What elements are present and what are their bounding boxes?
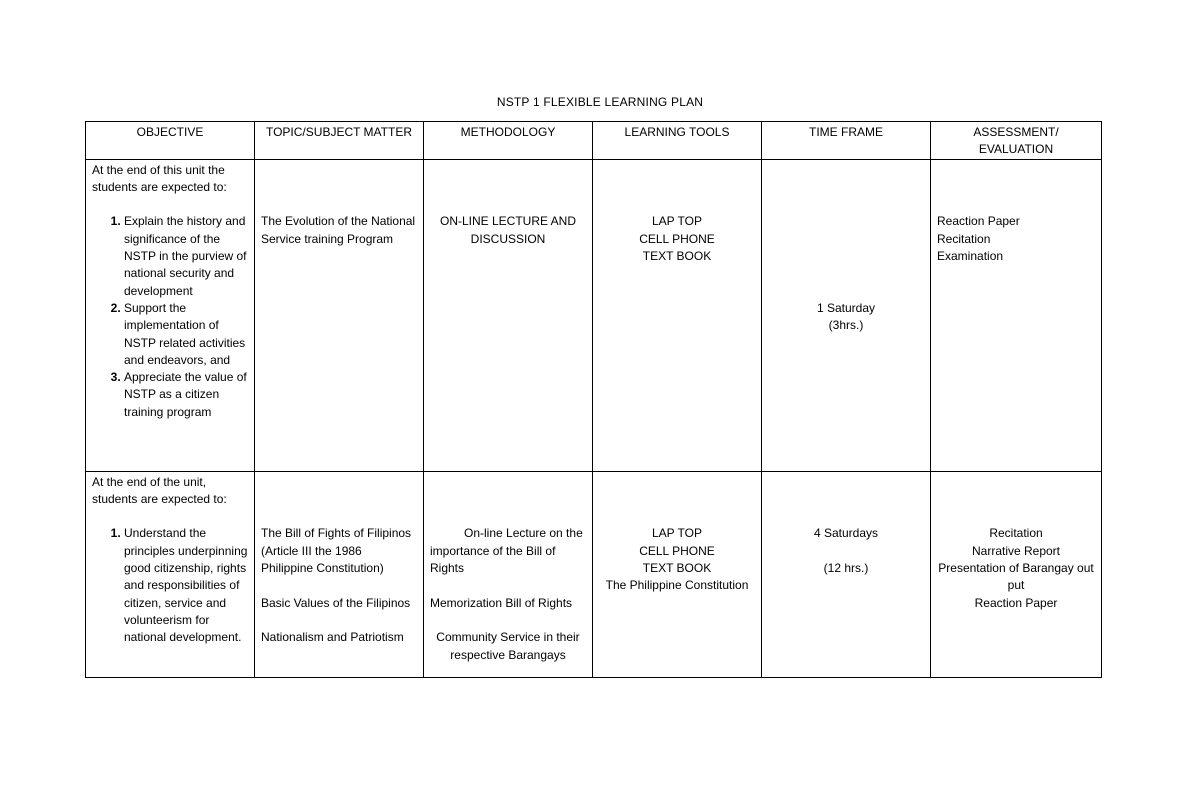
tool-item: LAP TOP xyxy=(651,214,703,229)
time-frame-hours: (3hrs.) xyxy=(828,317,864,332)
methodology-text: Community Service in their respective Barangays xyxy=(436,630,580,662)
assessment-item: Recitation xyxy=(989,526,1043,541)
methodology-cell xyxy=(424,159,593,471)
methodology-text: ON-LINE LECTURE AND DISCUSSION xyxy=(439,214,577,246)
assessment-item: Recitation xyxy=(937,231,991,246)
objective-list xyxy=(92,525,248,646)
header-assessment-line1: ASSESSMENT/ xyxy=(973,125,1059,139)
header-topic: TOPIC/SUBJECT MATTER xyxy=(255,122,424,160)
tool-item: The Philippine Constitution xyxy=(605,578,749,593)
assessment-cell xyxy=(931,471,1102,677)
methodology-text: On-line Lecture on the importance of the Bill of Rights xyxy=(430,526,583,576)
time-frame-cell xyxy=(762,159,931,471)
list-item: 3. Appreciate the value of NSTP as a citizen training program xyxy=(124,369,248,421)
header-learning-tools: LEARNING TOOLS xyxy=(593,122,762,160)
time-frame-hours: (12 hrs.) xyxy=(823,561,869,576)
topic-cell xyxy=(255,159,424,471)
assessment-item: Narrative Report xyxy=(971,543,1061,558)
methodology-cell xyxy=(424,471,593,677)
header-time-frame: TIME FRAME xyxy=(762,122,931,160)
methodology-text: Memorization Bill of Rights xyxy=(430,595,573,610)
header-assessment xyxy=(931,122,1102,160)
table-row xyxy=(86,159,1102,471)
objective-intro: At the end of the unit, students are expected to: xyxy=(92,474,227,506)
topic-text: Basic Values of the Filipinos xyxy=(261,595,411,610)
tools-cell xyxy=(593,471,762,677)
list-item: 1. Explain the history and significance of the NSTP in the purview of national security and development xyxy=(124,213,248,299)
tool-item: TEXT BOOK xyxy=(642,561,712,576)
assessment-item: Reaction Paper xyxy=(974,595,1058,610)
objective-cell xyxy=(86,159,255,471)
learning-plan-table xyxy=(85,121,1102,678)
table-row xyxy=(86,471,1102,677)
header-assessment-line2: EVALUATION xyxy=(978,142,1054,157)
topic-text: The Evolution of the National Service training Program xyxy=(261,214,416,246)
header-objective: OBJECTIVE xyxy=(86,122,255,160)
topic-cell xyxy=(255,471,424,677)
tool-item: TEXT BOOK xyxy=(642,249,712,264)
document-title: NSTP 1 FLEXIBLE LEARNING PLAN xyxy=(496,95,704,109)
objective-cell xyxy=(86,471,255,677)
header-row xyxy=(86,122,1102,160)
list-item: 1. Understand the principles underpinning good citizenship, rights and responsibilities of citizen, service and volunteerism for national development. xyxy=(124,525,248,646)
assessment-item: Reaction Paper xyxy=(937,214,1020,229)
time-frame-cell xyxy=(762,471,931,677)
assessment-cell xyxy=(931,159,1102,471)
assessment-item: Presentation of Barangay out put xyxy=(938,561,1094,593)
objective-intro: At the end of this unit the students are expected to: xyxy=(92,162,227,194)
tool-item: CELL PHONE xyxy=(639,543,715,558)
header-methodology: METHODOLOGY xyxy=(424,122,593,160)
list-item: 2. Support the implementation of NSTP related activities and endeavors, and xyxy=(124,300,248,369)
tool-item: CELL PHONE xyxy=(639,231,715,246)
time-frame-value: 1 Saturday xyxy=(816,300,876,315)
tool-item: LAP TOP xyxy=(651,526,703,541)
topic-text: Nationalism and Patriotism xyxy=(261,630,404,645)
tools-cell xyxy=(593,159,762,471)
topic-text: The Bill of Fights of Filipinos (Article III the 1986 Philippine Constitution) xyxy=(261,526,412,576)
time-frame-value: 4 Saturdays xyxy=(813,526,879,541)
objective-list xyxy=(92,213,248,421)
assessment-item: Examination xyxy=(937,249,1004,264)
